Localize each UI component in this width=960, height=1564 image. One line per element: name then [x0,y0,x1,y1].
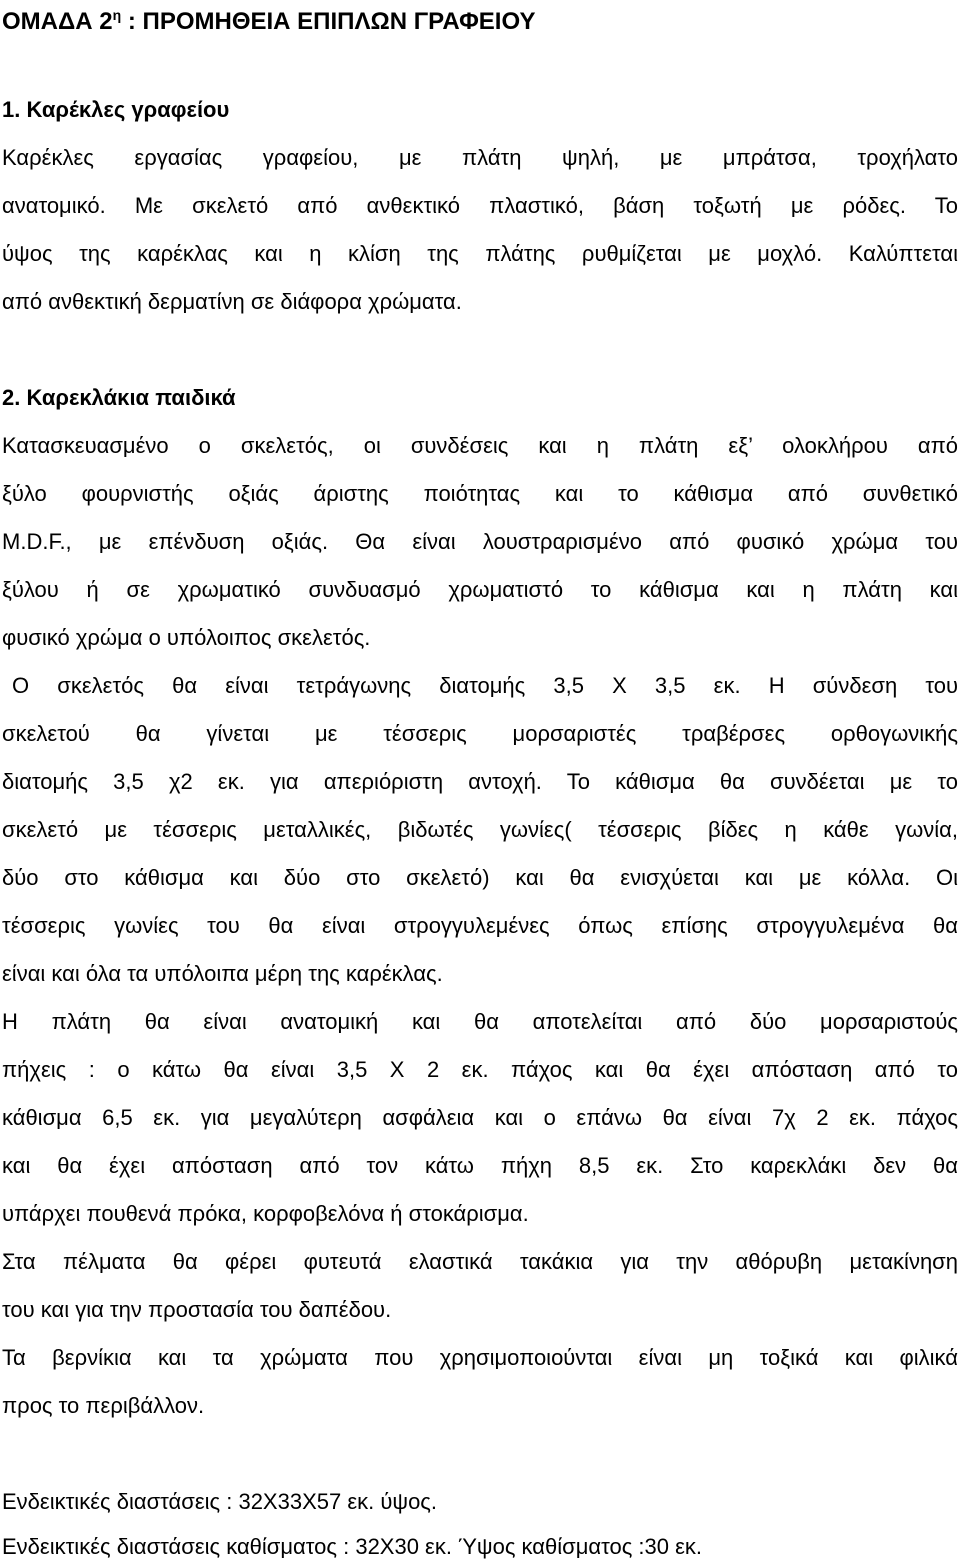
section-1-line-4: από ανθεκτική δερματίνη σε διάφορα χρώματα. [2,289,462,314]
section-2-line-21: προς το περιβάλλον. [2,1393,205,1418]
section-2-line-20: Τα βερνίκια και τα χρώματα που χρησιμοποιούνται είναι μη τοξικά και φιλικά [2,1345,958,1370]
section-2-line-12: είναι και όλα τα υπόλοιπα μέρη της καρέκλας. [2,961,443,986]
section-2-line-3: M.D.F., με επένδυση οξιάς. Θα είναι λουστραρισμένο από φυσικό χρώμα του [2,529,958,554]
section-2-line-10: δύο στο κάθισμα και δύο στο σκελετό) και θα ενισχύεται και με κόλλα. Οι [2,865,958,890]
title-prefix: ΟΜΑΔΑ 2 [2,8,113,35]
section-2-line-2: ξύλο φουρνιστής οξιάς άριστης ποιότητας και το κάθισμα από συνθετικό [2,481,958,506]
section-2-line-5: φυσικό χρώμα ο υπόλοιπος σκελετός. [2,625,371,650]
section-2-heading: 2. Καρεκλάκια παιδικά [2,385,236,410]
title-suffix: : ΠΡΟΜΗΘΕΙΑ ΕΠΙΠΛΩΝ ΓΡΑΦΕΙΟΥ [121,8,536,35]
section-1-line-1: Καρέκλες εργασίας γραφείου, με πλάτη ψηλή, με μπράτσα, τροχήλατο [2,145,958,170]
section-2-line-15: κάθισμα 6,5 εκ. για μεγαλύτερη ασφάλεια και ο επάνω θα είναι 7χ 2 εκ. πάχος [2,1105,958,1130]
section-2-line-9: σκελετό με τέσσερις μεταλλικές, βιδωτές γωνίες( τέσσερις βίδες η κάθε γωνία, [2,817,958,842]
section-2-line-14: πήχεις : ο κάτω θα είναι 3,5 Χ 2 εκ. πάχος και θα έχει απόσταση από το [2,1057,958,1082]
section-2-line-6: Ο σκελετός θα είναι τετράγωνης διατομής 3,5 Χ 3,5 εκ. Η σύνδεση του [12,673,958,698]
section-2-line-19: του και για την προστασία του δαπέδου. [2,1297,392,1322]
section-2-line-1: Κατασκευασμένο ο σκελετός, οι συνδέσεις και η πλάτη εξ’ ολοκλήρου από [2,433,958,458]
section-2-line-16: και θα έχει απόσταση από τον κάτω πήχη 8,5 εκ. Στο καρεκλάκι δεν θα [2,1153,958,1178]
section-1-heading: 1. Καρέκλες γραφείου [2,97,230,122]
dimensions-line-2: Ενδεικτικές διαστάσεις καθίσματος : 32Χ30 εκ. Ύψος καθίσματος :30 εκ. [2,1534,703,1559]
section-2-line-11: τέσσερις γωνίες του θα είναι στρογγυλεμένες όπως επίσης στρογγυλεμένα θα [2,913,958,938]
section-2-line-17: υπάρχει πουθενά πρόκα, κορφοβελόνα ή στοκάρισμα. [2,1201,529,1226]
section-2-line-4: ξύλου ή σε χρωματικό συνδυασμό χρωματιστό το κάθισμα και η πλάτη και [2,577,958,602]
section-1-line-2: ανατομικό. Με σκελετό από ανθεκτικό πλαστικό, βάση τοξωτή με ρόδες. Το [2,193,958,218]
section-2-line-13: Η πλάτη θα είναι ανατομική και θα αποτελείται από δύο μορσαριστούς [2,1009,958,1034]
section-2-line-8: διατομής 3,5 χ2 εκ. για απεριόριστη αντοχή. Το κάθισμα θα συνδέεται με το [2,769,958,794]
section-1-line-3: ύψος της καρέκλας και η κλίση της πλάτης ρυθμίζεται με μοχλό. Καλύπτεται [2,241,958,266]
document-title [2,0,535,37]
section-2-line-7: σκελετού θα γίνεται με τέσσερις μορσαριστές τραβέρσες ορθογωνικής [2,721,958,746]
section-2-line-18: Στα πέλματα θα φέρει φυτευτά ελαστικά τακάκια για την αθόρυβη μετακίνηση [2,1249,958,1274]
title-superscript: η [112,7,122,23]
dimensions-line-1: Ενδεικτικές διαστάσεις : 32Χ33Χ57 εκ. ύψος. [2,1489,438,1514]
